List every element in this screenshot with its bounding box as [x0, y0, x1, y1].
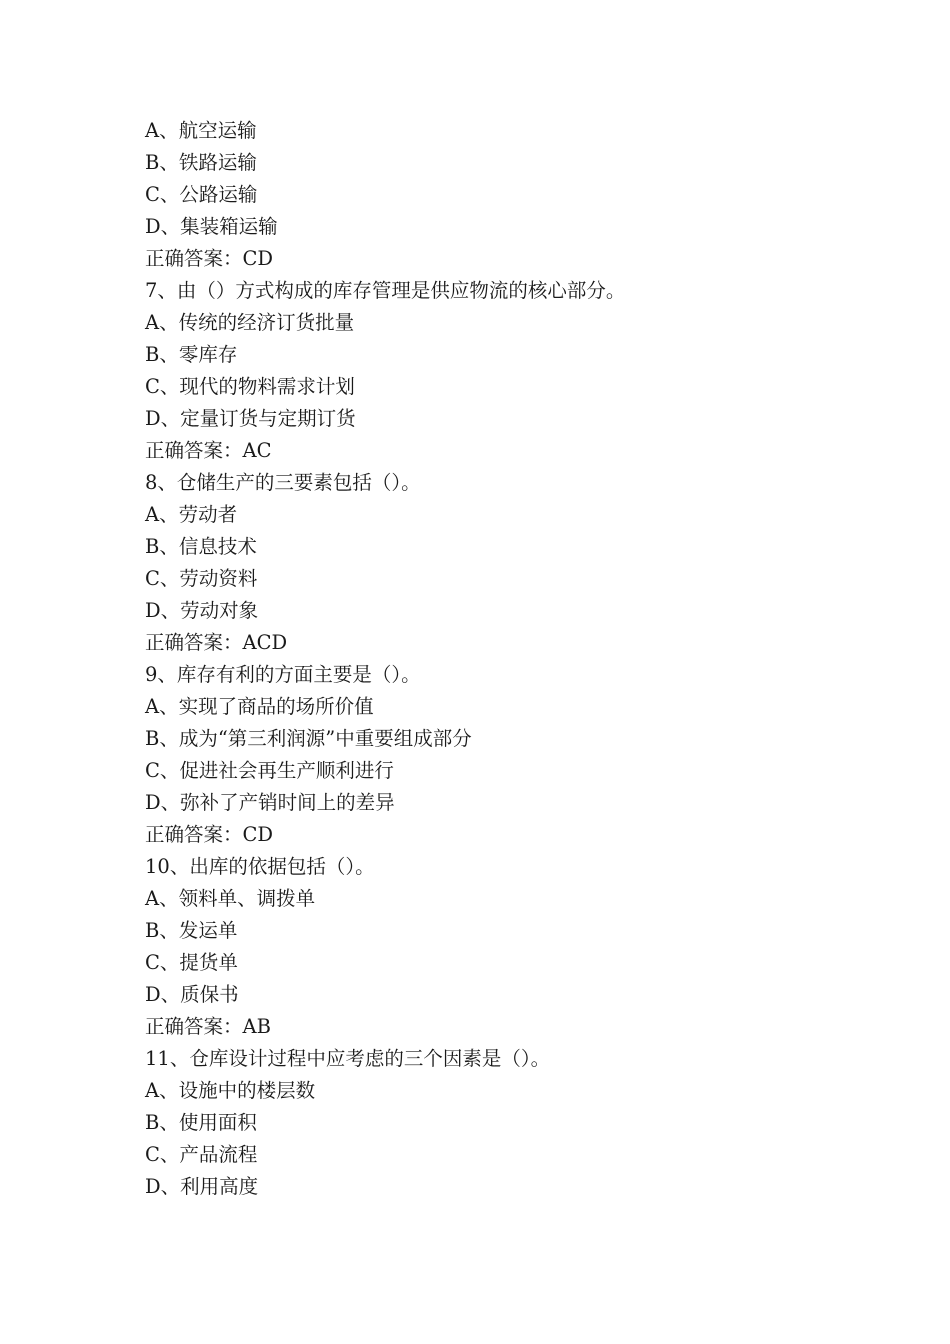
- option-b: B、使用面积: [145, 1111, 257, 1134]
- option-c: C、劳动资料: [145, 567, 258, 590]
- question-7: 7、由（）方式构成的库存管理是供应物流的核心部分。: [145, 279, 626, 302]
- option-d: D、集装箱运输: [145, 215, 278, 238]
- option-c: C、促进社会再生产顺利进行: [145, 759, 394, 782]
- question-10: 10、出库的依据包括（）。: [145, 855, 375, 878]
- option-a: A、领料单、调拨单: [145, 887, 316, 910]
- option-c: C、现代的物料需求计划: [145, 375, 355, 398]
- option-d: D、质保书: [145, 983, 239, 1006]
- answer-line: 正确答案：CD: [145, 823, 274, 846]
- answer-line: 正确答案：ACD: [145, 631, 288, 654]
- option-a: A、传统的经济订货批量: [145, 311, 355, 334]
- question-11: 11、仓库设计过程中应考虑的三个因素是（）。: [145, 1047, 551, 1070]
- question-9: 9、库存有利的方面主要是（）。: [145, 663, 421, 686]
- option-a: A、设施中的楼层数: [145, 1079, 316, 1102]
- option-b: B、发运单: [145, 919, 238, 942]
- option-b: B、铁路运输: [145, 151, 257, 174]
- answer-line: 正确答案：CD: [145, 247, 274, 270]
- question-8: 8、仓储生产的三要素包括（）。: [145, 471, 421, 494]
- option-c: C、公路运输: [145, 183, 258, 206]
- answer-line: 正确答案：AB: [145, 1015, 271, 1038]
- option-c: C、提货单: [145, 951, 238, 974]
- option-a: A、劳动者: [145, 503, 238, 526]
- option-d: D、定量订货与定期订货: [145, 407, 356, 430]
- option-a: A、实现了商品的场所价值: [145, 695, 374, 718]
- option-b: B、信息技术: [145, 535, 257, 558]
- option-d: D、利用高度: [145, 1175, 259, 1198]
- option-c: C、产品流程: [145, 1143, 258, 1166]
- question-list: [145, 115, 845, 1203]
- option-a: A、航空运输: [145, 119, 257, 142]
- answer-line: 正确答案：AC: [145, 439, 272, 462]
- option-b: B、成为“第三利润源”中重要组成部分: [145, 727, 472, 750]
- option-b: B、零库存: [145, 343, 238, 366]
- option-d: D、弥补了产销时间上的差异: [145, 791, 395, 814]
- option-d: D、劳动对象: [145, 599, 259, 622]
